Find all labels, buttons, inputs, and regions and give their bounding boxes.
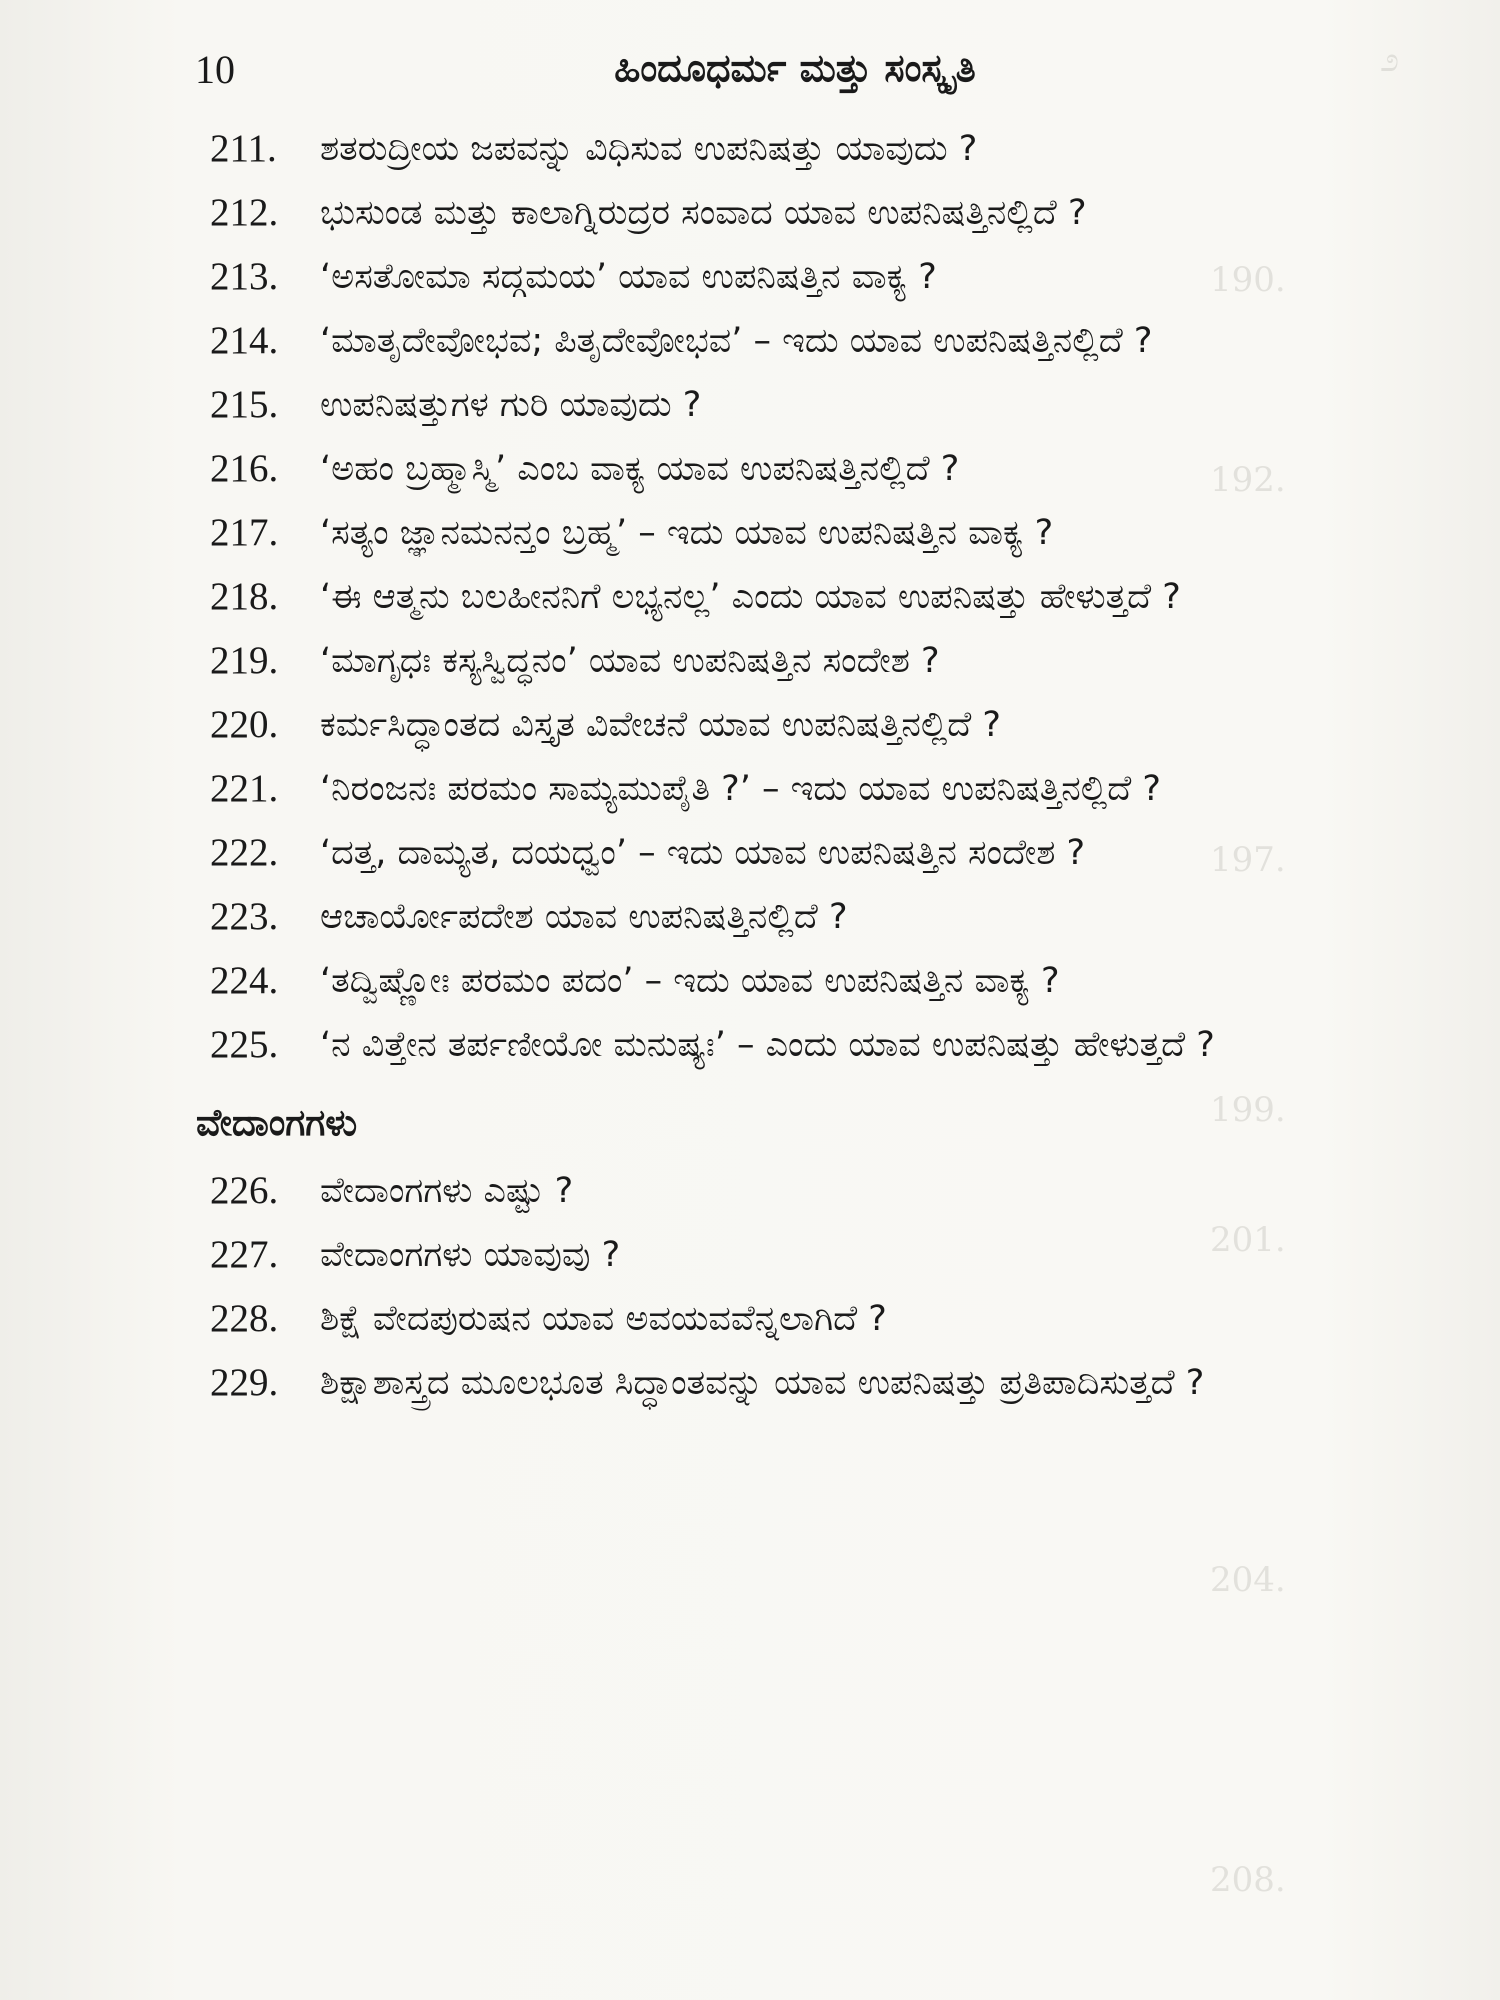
question-item bbox=[210, 570, 1320, 624]
question-number: 228. bbox=[210, 1297, 279, 1340]
question-item bbox=[210, 1164, 1320, 1218]
question-text: ‘ತದ್ವಿಷ್ಣೋಃ ಪರಮಂ ಪದಂ’ – ಇದು ಯಾವ ಉಪನಿಷತ್ತಿನ ವಾಕ್ಯ ? bbox=[320, 961, 1060, 1001]
show-through-texture: 204. bbox=[1210, 1560, 1286, 1600]
question-number: 219. bbox=[210, 639, 279, 682]
question-number: 226. bbox=[210, 1169, 279, 1212]
question-item bbox=[210, 186, 1320, 240]
question-text: ‘ಅಸತೋಮಾ ಸದ್ಗಮಯ’ ಯಾವ ಉಪನಿಷತ್ತಿನ ವಾಕ್ಯ ? bbox=[320, 257, 937, 297]
question-number: 223. bbox=[210, 895, 279, 938]
question-text: ‘ನ ವಿತ್ತೇನ ತರ್ಪಣೀಯೋ ಮನುಷ್ಯಃ’ – ಎಂದು ಯಾವ ಉಪನಿಷತ್ತು ಹೇಳುತ್ತದೆ ? bbox=[320, 1025, 1215, 1065]
question-text: ‘ಸತ್ಯಂ ಜ್ಞಾನಮನನ್ತಂ ಬ್ರಹ್ಮ’ – ಇದು ಯಾವ ಉಪನಿಷತ್ತಿನ ವಾಕ್ಯ ? bbox=[320, 513, 1054, 553]
question-text: ‘ಮಾಗೃಧಃ ಕಸ್ಯಸ್ವಿದ್ಧನಂ’ ಯಾವ ಉಪನಿಷತ್ತಿನ ಸಂದೇಶ ? bbox=[320, 641, 940, 681]
show-through-texture: 201. bbox=[1210, 1220, 1286, 1260]
question-item bbox=[210, 378, 1320, 432]
question-number: 222. bbox=[210, 831, 279, 874]
question-item bbox=[210, 1228, 1320, 1282]
question-text: ‘ನಿರಂಜನಃ ಪರಮಂ ಸಾಮ್ಯಮುಪೈತಿ ?’ – ಇದು ಯಾವ ಉಪನಿಷತ್ತಿನಲ್ಲಿದೆ ? bbox=[320, 769, 1161, 809]
question-item bbox=[210, 634, 1320, 688]
question-text: ‘ಅಹಂ ಬ್ರಹ್ಮಾಸ್ಮಿ’ ಎಂಬ ವಾಕ್ಯ ಯಾವ ಉಪನಿಷತ್ತಿನಲ್ಲಿದೆ ? bbox=[320, 449, 960, 489]
show-through-texture: 199. bbox=[1210, 1090, 1286, 1130]
question-item bbox=[210, 698, 1320, 752]
show-through-texture: 192. bbox=[1210, 460, 1286, 500]
question-item bbox=[210, 954, 1320, 1008]
question-number: 211. bbox=[210, 127, 277, 170]
show-through-texture: ೨ bbox=[1380, 40, 1400, 80]
show-through-texture: 190. bbox=[1210, 260, 1286, 300]
question-list bbox=[196, 122, 1320, 1420]
question-number: 218. bbox=[210, 575, 279, 618]
question-text: ಆಚಾರ್ಯೋಪದೇಶ ಯಾವ ಉಪನಿಷತ್ತಿನಲ್ಲಿದೆ ? bbox=[320, 897, 848, 937]
question-number: 216. bbox=[210, 447, 279, 490]
question-text: ಉಪನಿಷತ್ತುಗಳ ಗುರಿ ಯಾವುದು ? bbox=[320, 385, 702, 425]
question-item bbox=[210, 762, 1320, 816]
running-title: ಹಿಂದೂಧರ್ಮ ಮತ್ತು ಸಂಸ್ಕೃತಿ bbox=[614, 46, 976, 90]
page-header bbox=[195, 40, 1325, 100]
question-number: 212. bbox=[210, 191, 279, 234]
question-text: ‘ಮಾತೃದೇವೋಭವ; ಪಿತೃದೇವೋಭವ’ – ಇದು ಯಾವ ಉಪನಿಷತ್ತಿನಲ್ಲಿದೆ ? bbox=[320, 321, 1153, 361]
page-number: 10 bbox=[195, 47, 235, 92]
show-through-texture: 197. bbox=[1210, 840, 1286, 880]
question-text: ಶತರುದ್ರೀಯ ಜಪವನ್ನು ವಿಧಿಸುವ ಉಪನಿಷತ್ತು ಯಾವುದು ? bbox=[320, 129, 978, 169]
question-item bbox=[210, 250, 1320, 304]
question-number: 229. bbox=[210, 1361, 279, 1404]
question-item bbox=[210, 122, 1320, 176]
question-group-upanishads bbox=[210, 122, 1320, 1072]
question-group-vedangas bbox=[210, 1164, 1320, 1410]
show-through-texture: 208. bbox=[1210, 1860, 1286, 1900]
question-item bbox=[210, 826, 1320, 880]
question-text: ವೇದಾಂಗಗಳು ಎಷ್ಟು ? bbox=[320, 1171, 574, 1211]
question-text: ವೇದಾಂಗಗಳು ಯಾವುವು ? bbox=[320, 1235, 621, 1275]
question-number: 213. bbox=[210, 255, 279, 298]
question-number: 224. bbox=[210, 959, 279, 1002]
section-heading: ವೇದಾಂಗಗಳು bbox=[196, 1101, 358, 1144]
question-item bbox=[210, 1292, 1320, 1346]
question-number: 215. bbox=[210, 383, 279, 426]
question-number: 225. bbox=[210, 1023, 279, 1066]
question-item bbox=[210, 506, 1320, 560]
question-item bbox=[210, 442, 1320, 496]
question-number: 227. bbox=[210, 1233, 279, 1276]
question-item bbox=[210, 314, 1320, 368]
question-text: ಶಿಕ್ಷಾಶಾಸ್ತ್ರದ ಮೂಲಭೂತ ಸಿದ್ಧಾಂತವನ್ನು ಯಾವ ಉಪನಿಷತ್ತು ಪ್ರತಿಪಾದಿಸುತ್ತದೆ ? bbox=[320, 1363, 1205, 1403]
question-number: 221. bbox=[210, 767, 279, 810]
question-text: ಭುಸುಂಡ ಮತ್ತು ಕಾಲಾಗ್ನಿರುದ್ರರ ಸಂವಾದ ಯಾವ ಉಪನಿಷತ್ತಿನಲ್ಲಿದೆ ? bbox=[320, 193, 1087, 233]
question-text: ‘ಈ ಆತ್ಮನು ಬಲಹೀನನಿಗೆ ಲಭ್ಯನಲ್ಲ’ ಎಂದು ಯಾವ ಉಪನಿಷತ್ತು ಹೇಳುತ್ತದೆ ? bbox=[320, 577, 1181, 617]
question-item bbox=[210, 1018, 1320, 1072]
question-number: 214. bbox=[210, 319, 279, 362]
question-number: 220. bbox=[210, 703, 279, 746]
question-text: ‘ದತ್ತ, ದಾಮ್ಯತ, ದಯಧ್ವಂ’ – ಇದು ಯಾವ ಉಪನಿಷತ್ತಿನ ಸಂದೇಶ ? bbox=[320, 833, 1086, 873]
question-text: ಶಿಕ್ಷೆ ವೇದಪುರುಷನ ಯಾವ ಅವಯವವೆನ್ನಲಾಗಿದೆ ? bbox=[320, 1299, 887, 1339]
question-item bbox=[210, 1356, 1320, 1410]
question-item bbox=[210, 890, 1320, 944]
question-number: 217. bbox=[210, 511, 279, 554]
question-text: ಕರ್ಮಸಿದ್ಧಾಂತದ ವಿಸ್ತೃತ ವಿವೇಚನೆ ಯಾವ ಉಪನಿಷತ್ತಿನಲ್ಲಿದೆ ? bbox=[320, 705, 1002, 745]
